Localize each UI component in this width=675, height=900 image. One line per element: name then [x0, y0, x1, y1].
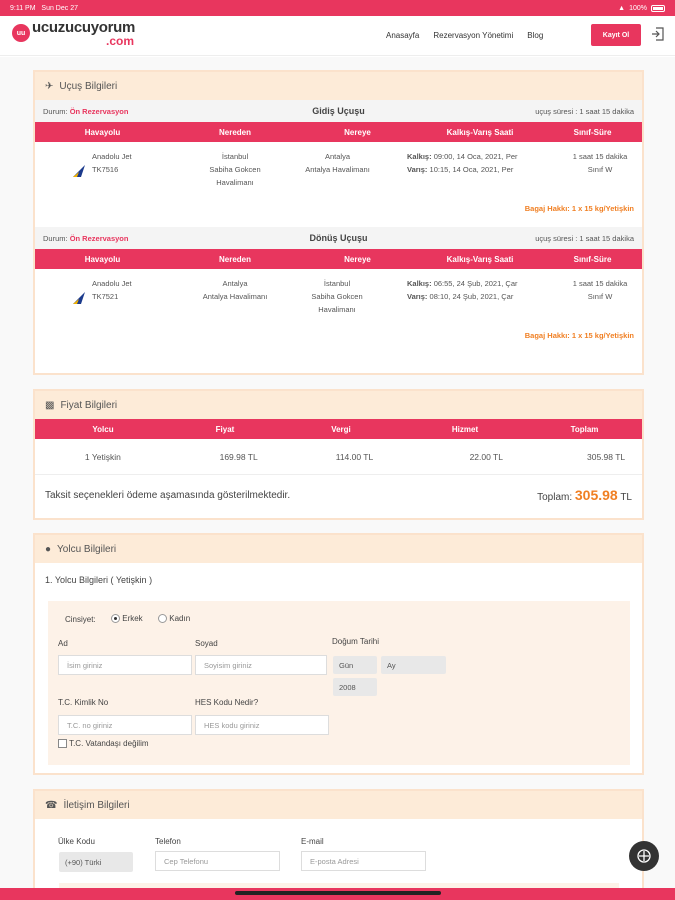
floating-action-button[interactable] — [629, 841, 659, 871]
to-airport: Antalya Havalimanı — [305, 165, 370, 174]
nav-blog[interactable]: Blog — [527, 31, 544, 40]
col-to: Nereye — [344, 127, 371, 137]
hes-label[interactable]: HES Kodu Nedir? — [195, 698, 259, 707]
phone-label: Telefon — [155, 837, 181, 846]
from-airport: Antalya Havalimanı — [202, 292, 268, 301]
col-airline: Havayolu — [84, 127, 121, 137]
site-header — [0, 16, 675, 56]
col-airline: Havayolu — [84, 254, 121, 264]
nav-home[interactable]: Anasayfa — [386, 31, 420, 40]
logo-tld: .com — [106, 34, 135, 48]
departure-time: 06:55, 24 Şub, 2021, Çar — [433, 279, 518, 288]
leg-outbound-row — [35, 100, 642, 122]
reservation-status: Durum: Ön Rezervasyon — [43, 233, 129, 243]
flight-info-title: Uçuş Bilgileri — [59, 80, 118, 92]
last-name-input[interactable]: Soyisim giriniz — [195, 655, 327, 675]
to-city: İstanbul — [323, 279, 351, 288]
col-service: Hizmet — [451, 424, 479, 434]
nav-reservation-management[interactable]: Rezervasyon Yönetimi — [433, 31, 514, 40]
logo-badge: uu — [12, 24, 30, 42]
col-from: Nereden — [218, 127, 251, 137]
passenger-form — [48, 601, 630, 765]
to-airport-cont: Havalimanı — [318, 305, 356, 314]
airline-name: Anadolu Jet — [92, 279, 132, 288]
email-input[interactable]: E-posta Adresi — [301, 851, 426, 871]
gender-male-radio[interactable]: Erkek — [111, 614, 143, 623]
logo-name: ucuzucuyorum — [32, 19, 136, 36]
status-time: 9:11 PM — [10, 4, 36, 12]
to-airport: Sabiha Gokcen — [311, 292, 363, 301]
contact-info-panel — [33, 789, 644, 899]
from-city: Antalya — [222, 279, 248, 288]
money-icon: ▩ — [45, 399, 55, 411]
country-code-select[interactable]: (+90) Türki — [59, 852, 133, 872]
flight-row: Anadolu Jet TK7516 İstanbul Sabiha Gokcen Havalimanı Antalya Antalya Havalimanı Kalkış: 09:00, 14 Oca, 2021, Per Varış: 10:15, 14 Oca, 2021, Per 1 saat 15 dakika Sınıf W Bagaj Hakkı: 1 x 15 kg/Yetişkin — [35, 142, 642, 212]
flight-number: TK7521 — [92, 292, 119, 301]
first-name-input[interactable]: İsim giriniz — [58, 655, 192, 675]
class-code: Sınıf W — [587, 165, 613, 174]
col-to: Nereye — [344, 254, 371, 264]
from-airport-cont: Havalimanı — [216, 178, 254, 187]
flight-info-header — [35, 72, 642, 100]
country-code-label: Ülke Kodu — [58, 837, 95, 846]
flight-table-header — [35, 122, 642, 142]
gender-label: Cinsiyet: — [65, 615, 96, 624]
grand-total: Toplam: 305.98 TL — [537, 487, 632, 503]
col-class: Sınıf-Süre — [573, 254, 612, 264]
tc-label: T.C. Kimlik No — [58, 698, 109, 707]
phone-icon: ☎ — [45, 799, 58, 811]
flight-number: TK7516 — [92, 165, 119, 174]
baggage-allowance: Bagaj Hakkı: 1 x 15 kg/Yetişkin — [524, 331, 634, 340]
col-tax: Vergi — [331, 424, 351, 434]
home-indicator[interactable] — [235, 891, 441, 895]
passenger-info-panel — [33, 533, 644, 775]
phone-input[interactable]: Cep Telefonu — [155, 851, 280, 871]
passenger-subtitle: 1. Yolcu Bilgileri ( Yetişkin ) — [45, 575, 153, 585]
leg-return-row — [35, 227, 642, 249]
email-label: E-mail — [301, 837, 324, 846]
wifi-icon: ▲ — [618, 4, 626, 12]
main-nav — [386, 31, 543, 40]
baggage-allowance: Bagaj Hakkı: 1 x 15 kg/Yetişkin — [524, 204, 634, 213]
price-service: 22.00 TL — [469, 451, 503, 462]
col-class: Sınıf-Süre — [573, 127, 612, 137]
site-logo[interactable] — [12, 19, 136, 48]
plane-icon: ✈ — [45, 80, 54, 92]
flight-info-panel — [33, 70, 644, 375]
tc-input[interactable]: T.C. no giriniz — [58, 715, 192, 735]
col-total: Toplam — [570, 424, 599, 434]
departure-time: 09:00, 14 Oca, 2021, Per — [433, 152, 518, 161]
logout-icon[interactable] — [650, 26, 666, 42]
birth-year-select[interactable]: 2008 — [333, 678, 377, 696]
from-city: İstanbul — [221, 152, 249, 161]
name-label: Ad — [58, 639, 68, 648]
status-date: Sun Dec 27 — [41, 4, 78, 12]
battery-percent: 100% — [629, 4, 647, 12]
leg-duration: uçuş süresi : 1 saat 15 dakika — [535, 106, 634, 116]
col-price: Fiyat — [215, 424, 235, 434]
col-passenger: Yolcu — [92, 424, 114, 434]
price-tax: 114.00 TL — [335, 451, 374, 462]
reservation-status: Durum: Ön Rezervasyon — [43, 106, 129, 116]
price-row — [35, 439, 642, 475]
flight-row: Anadolu Jet TK7521 Antalya Antalya Havalimanı İstanbul Sabiha Gokcen Havalimanı Kalkış: 06:55, 24 Şub, 2021, Çar Varış: 08:10, 24 Şub, 2021, Çar 1 saat 15 dakika Sınıf W Bagaj Hakkı: 1 x 15 kg/Yetişkin — [35, 269, 642, 339]
col-times: Kalkış-Varış Saati — [446, 254, 514, 264]
price-total: 305.98 TL — [586, 451, 626, 462]
battery-icon — [651, 5, 665, 12]
price-info-title: Fiyat Bilgileri — [60, 399, 118, 411]
contact-info-title: İletişim Bilgileri — [63, 799, 130, 811]
leg-duration: uçuş süresi : 1 saat 15 dakika — [535, 233, 634, 243]
class-duration: 1 saat 15 dakika — [572, 279, 628, 288]
contact-info-header — [35, 791, 642, 819]
airline-logo-icon — [71, 291, 87, 305]
arrival-time: 08:10, 24 Şub, 2021, Çar — [429, 292, 514, 301]
register-button[interactable]: Kayıt Ol — [591, 24, 641, 46]
price-table-header — [35, 419, 642, 439]
not-citizen-checkbox[interactable]: T.C. Vatandaşı değilim — [58, 739, 149, 748]
airline-logo-icon — [71, 164, 87, 178]
arrival-time: 10:15, 14 Oca, 2021, Per — [429, 165, 514, 174]
passenger-info-header — [35, 535, 642, 563]
to-city: Antalya — [324, 152, 351, 161]
passenger-info-title: Yolcu Bilgileri — [57, 543, 117, 555]
class-duration: 1 saat 15 dakika — [572, 152, 628, 161]
leg-direction: Gidiş Uçuşu — [312, 106, 365, 116]
accessibility-icon — [636, 848, 652, 864]
price-info-header — [35, 391, 642, 419]
birth-day-select[interactable]: Gün — [333, 656, 377, 674]
installment-note: Taksit seçenekleri ödeme aşamasında gösterilmektedir. — [45, 489, 291, 501]
surname-label: Soyad — [195, 639, 218, 648]
main-content — [0, 57, 675, 890]
birth-month-select[interactable]: Ay — [381, 656, 446, 674]
gender-female-radio[interactable]: Kadın — [158, 614, 190, 623]
airline-name: Anadolu Jet — [92, 152, 132, 161]
class-code: Sınıf W — [587, 292, 613, 301]
user-icon: ● — [45, 543, 52, 555]
price-fare: 169.98 TL — [219, 451, 258, 462]
col-times: Kalkış-Varış Saati — [446, 127, 514, 137]
flight-table-header — [35, 249, 642, 269]
birth-date-label: Doğum Tarihi — [332, 637, 379, 646]
leg-direction: Dönüş Uçuşu — [309, 233, 368, 243]
total-row — [35, 475, 642, 515]
price-info-panel — [33, 389, 644, 520]
col-from: Nereden — [218, 254, 251, 264]
hes-input[interactable]: HES kodu giriniz — [195, 715, 329, 735]
from-airport: Sabiha Gokcen — [209, 165, 261, 174]
status-bar — [0, 0, 675, 16]
price-passenger: 1 Yetişkin — [84, 451, 121, 462]
